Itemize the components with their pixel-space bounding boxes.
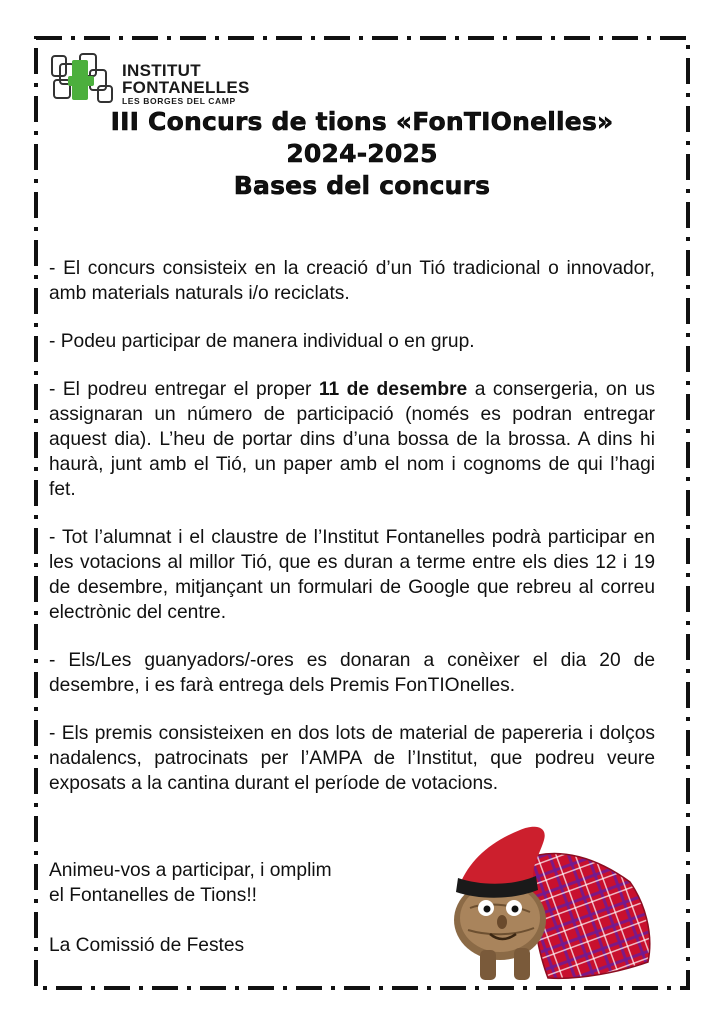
title-year: 2024-2025 bbox=[286, 139, 438, 168]
signature: La Comissió de Festes bbox=[49, 935, 245, 956]
title-contest: III Concurs de tions «FonTIOnelles» bbox=[110, 107, 614, 136]
page-title bbox=[40, 106, 684, 202]
rule-paragraph-2: - Podeu participar de manera individual o en grup. bbox=[49, 331, 475, 352]
closing-message bbox=[49, 858, 409, 908]
rule-paragraph-1: - El concurs consisteix en la creació d’un Tió tradicional o innovador, amb materials naturals i/o reciclats. bbox=[49, 258, 655, 304]
logo-line-location: LES BORGES DEL CAMP bbox=[122, 96, 236, 106]
rule-paragraph-4: - Tot l’alumnat i el claustre de l’Institut Fontanelles podrà participar en les votacions al millor Tió, que es duran a terme entre els dies 12 i 19 de desembre, mitjançant un formulari de Google que rebreu al correu electrònic del centre. bbox=[49, 527, 655, 623]
closing-line-2: el Fontanelles de Tions!! bbox=[49, 885, 257, 906]
logo-line-institut: INSTITUT bbox=[122, 61, 201, 80]
logo-text bbox=[122, 62, 250, 107]
rule-paragraph-6: - Els premis consisteixen en dos lots de material de papereria i dolços nadalencs, patrocinats per l’AMPA de l’Institut, que podreu veure exposats a la cantina durant el període de votacions. bbox=[49, 723, 655, 794]
rule-3-intro: - El podreu entregar el proper bbox=[49, 379, 319, 400]
rules-body bbox=[49, 256, 655, 819]
logo-line-fontanelles: FONTANELLES bbox=[122, 78, 250, 97]
rule-3-rest: a consergeria, on us assignaran un número de participació (només es podran entregar aquest dia). L’heu de portar dins d’una bossa de la brossa. A dins hi haurà, junt amb el Tió, un paper amb el nom i cognoms de qui l’hagi fet. bbox=[49, 379, 655, 500]
closing-line-1: Animeu-vos a participar, i omplim bbox=[49, 860, 332, 881]
delivery-date: 11 de desembre bbox=[318, 379, 468, 400]
tio-illustration bbox=[430, 812, 662, 984]
title-rules: Bases del concurs bbox=[233, 171, 491, 200]
rule-paragraph-3 bbox=[49, 377, 655, 502]
rule-paragraph-5: - Els/Les guanyadors/-ores es donaran a conèixer el dia 20 de desembre, i es farà entrega dels Premis FonTIOnelles. bbox=[49, 650, 655, 696]
